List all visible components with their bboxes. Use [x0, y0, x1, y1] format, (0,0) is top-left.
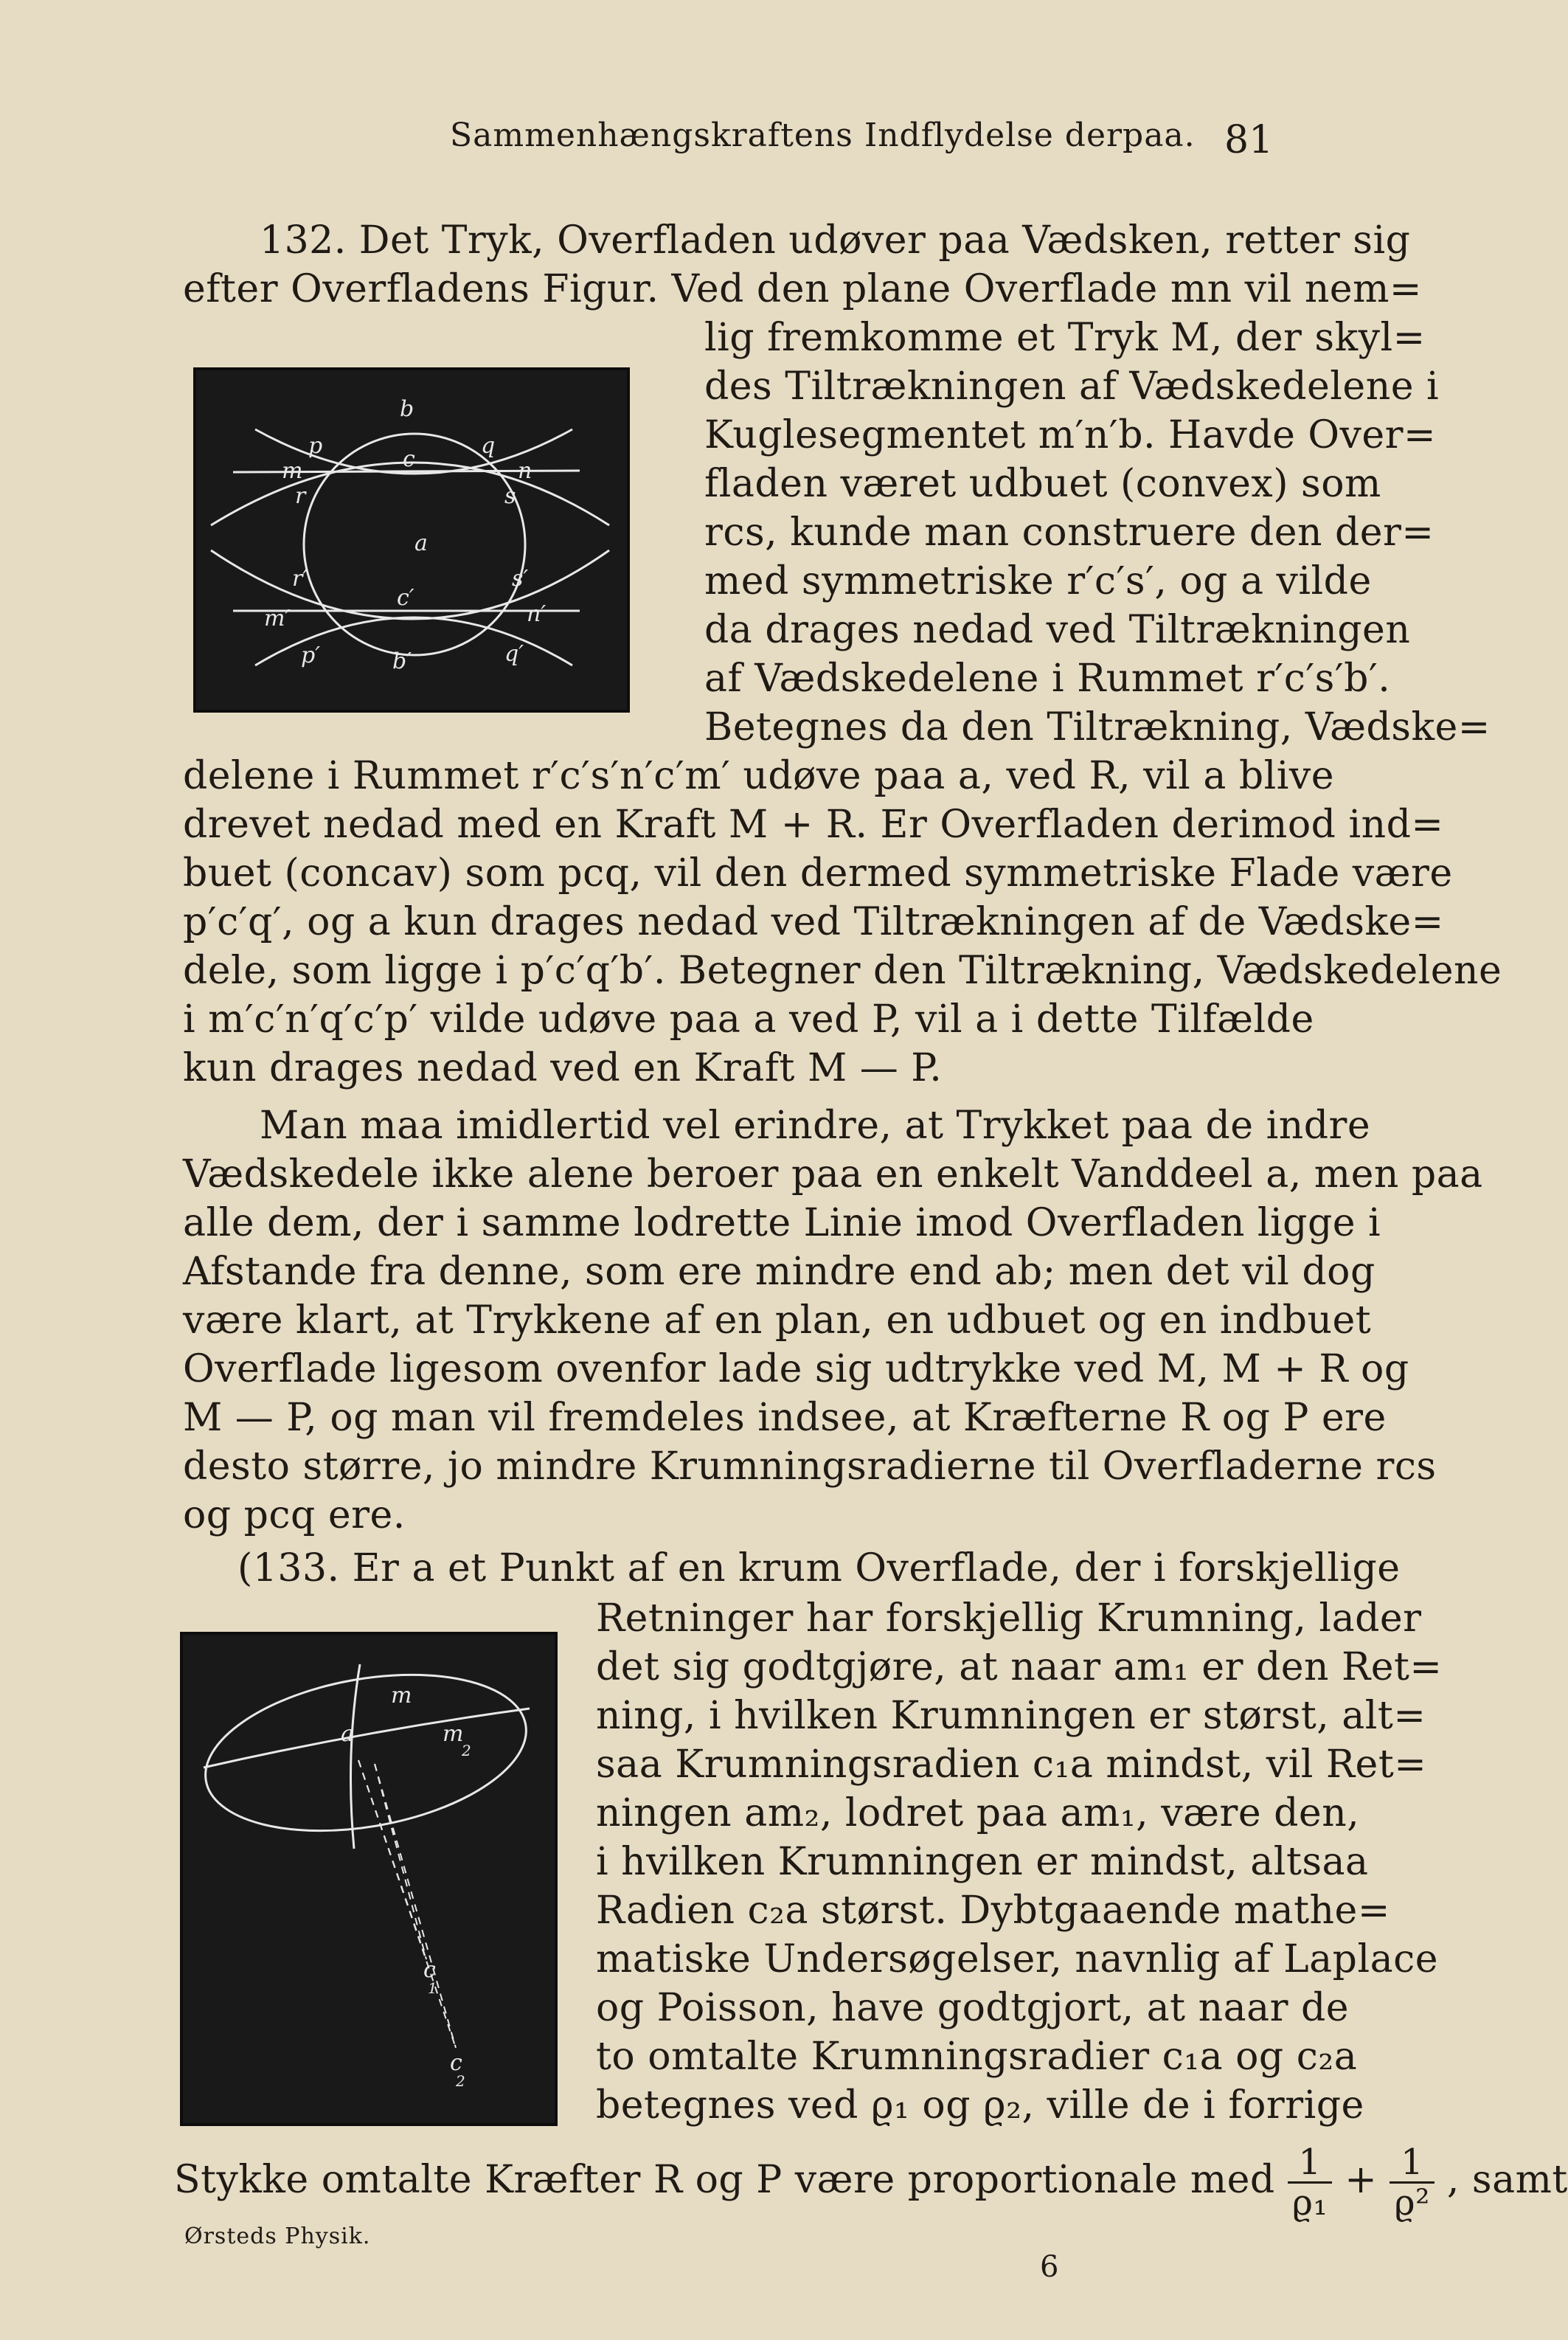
- fig2-label: m: [443, 1721, 464, 1747]
- page-number: 81: [1224, 118, 1274, 162]
- text-line: Man maa imidlertid vel erindre, at Trykket paa de indre: [260, 1104, 1371, 1148]
- fraction-1: [1288, 2143, 1332, 2222]
- text-line: saa Krumningsradien c₁a mindst, vil Ret=: [596, 1742, 1427, 1787]
- plus-sign: +: [1345, 2158, 1378, 2202]
- text-line: des Tiltrækningen af Vædskedelene i: [704, 364, 1440, 409]
- text-line: p′c′q′, og a kun drages nedad ved Tiltrækningen af de Vædske=: [183, 900, 1444, 944]
- text-line: med symmetriske r′c′s′, og a vilde: [704, 559, 1372, 603]
- fig1-label: m′: [264, 606, 291, 631]
- fraction-denominator: ϱ²: [1394, 2182, 1430, 2223]
- fig1-label: n: [518, 458, 533, 484]
- text-line: alle dem, der i samme lodrette Linie imod Overfladen ligge i: [183, 1201, 1381, 1245]
- fraction-denominator: ϱ₁: [1291, 2182, 1328, 2223]
- text-line: dele, som ligge i p′c′q′b′. Betegner den Tiltrækning, Vædskedelene: [183, 949, 1502, 993]
- fig1-label: q′: [504, 641, 524, 667]
- fig2-label: m: [391, 1683, 412, 1709]
- text-line: matiske Undersøgelser, navnlig af Laplace: [596, 1937, 1438, 1981]
- text-line: i m′c′n′q′c′p′ vilde udøve paa a ved P, vil a i dette Tilfælde: [183, 997, 1314, 1042]
- fig1-label: c: [403, 446, 415, 472]
- text-line: af Vædskedelene i Rummet r′c′s′b′.: [704, 657, 1391, 701]
- fig2-label: 2: [456, 2072, 465, 2090]
- fig1-label: n′: [527, 601, 547, 627]
- fig2-label: 1: [428, 1979, 437, 1997]
- figure-circle-diagram: [193, 367, 630, 713]
- fig1-label: b′: [392, 648, 412, 674]
- text-line: og pcq ere.: [183, 1493, 406, 1537]
- fraction-numerator: 1: [1288, 2143, 1332, 2184]
- fig1-label: s′: [512, 566, 529, 592]
- text-line: betegnes ved ϱ₁ og ϱ₂, ville de i forrige: [596, 2083, 1364, 2128]
- text-line: da drages nedad ved Tiltrækningen: [704, 608, 1411, 652]
- text-fragment: , samt: [1446, 2158, 1568, 2202]
- text-line: delene i Rummet r′c′s′n′c′m′ udøve paa a, ved R, vil a blive: [183, 754, 1335, 798]
- text-line: M — P, og man vil fremdeles indsee, at Kræfterne R og P ere: [183, 1396, 1387, 1440]
- fig1-label: m: [282, 458, 303, 484]
- fig1-label: p: [308, 433, 323, 459]
- fig1-label: a: [414, 530, 428, 556]
- text-line: (133. Er a et Punkt af en krum Overflade, der i forskjellige: [237, 1546, 1401, 1590]
- figure-ellipse-diagram: [180, 1632, 558, 2126]
- text-line: ning, i hvilken Krumningen er størst, alt=: [596, 1694, 1426, 1738]
- fig2-label: a: [341, 1721, 354, 1747]
- text-line: desto større, jo mindre Krumningsradierne til Overfladerne rcs: [183, 1444, 1437, 1489]
- text-line: to omtalte Krumningsradier c₁a og c₂a: [596, 2035, 1358, 2079]
- text-line: Kuglesegmentet m′n′b. Havde Over=: [704, 413, 1437, 457]
- text-line: Retninger har forskjellig Krumning, lader: [596, 1596, 1422, 1641]
- fig2-label: 2: [462, 1742, 471, 1759]
- fig1-label: p′: [301, 643, 321, 668]
- text-line: Vædskedele ikke alene beroer paa en enkelt Vanddeel a, men paa: [183, 1152, 1483, 1197]
- text-line: Overflade ligesom ovenfor lade sig udtrykke ved M, M + R og: [183, 1347, 1409, 1391]
- text-line: efter Overfladens Figur. Ved den plane Overflade mn vil nem=: [183, 267, 1422, 311]
- text-line: 132. Det Tryk, Overfladen udøver paa Vædsken, retter sig: [260, 218, 1411, 263]
- fig1-label: r: [295, 483, 306, 509]
- text-line: buet (concav) som pcq, vil den dermed symmetriske Flade være: [183, 851, 1453, 896]
- fig1-label: q: [481, 433, 496, 459]
- ellipse-diagram-svg: [183, 1635, 555, 2123]
- fig1-label: c′: [397, 585, 414, 611]
- text-line: Radien c₂a størst. Dybtgaaende mathe=: [596, 1889, 1390, 1933]
- text-fragment: Stykke omtalte Kræfter R og P være proportionale med: [174, 2158, 1275, 2202]
- text-line: og Poisson, have godtgjort, at naar de: [596, 1986, 1350, 2030]
- text-line: Afstande fra denne, som ere mindre end ab; men det vil dog: [183, 1250, 1376, 1294]
- text-line: det sig godtgjøre, at naar am₁ er den Ret=: [596, 1645, 1443, 1689]
- text-line: være klart, at Trykkene af en plan, en udbuet og en indbuet: [183, 1298, 1372, 1343]
- text-line: drevet nedad med en Kraft M + R. Er Overfladen derimod ind=: [183, 803, 1444, 847]
- text-line: rcs, kunde man construere den der=: [704, 510, 1435, 555]
- footer-book-title: Ørsteds Physik.: [184, 2223, 371, 2249]
- text-line: kun drages nedad ved en Kraft M — P.: [183, 1046, 943, 1090]
- fraction-numerator: 1: [1390, 2143, 1434, 2184]
- text-line: i hvilken Krumningen er mindst, altsaa: [596, 1840, 1369, 1884]
- running-head: Sammenhængskraftens Indflydelse derpaa.: [450, 117, 1196, 154]
- fig2-label: c: [450, 2050, 462, 2076]
- fig1-label: s: [504, 483, 516, 509]
- text-line: Betegnes da den Tiltrækning, Vædske=: [704, 705, 1491, 750]
- text-line: fladen været udbuet (convex) som: [704, 462, 1381, 506]
- text-line-with-fractions: [174, 2139, 1568, 2222]
- signature-mark: 6: [1040, 2250, 1059, 2284]
- fig1-label: b: [400, 396, 414, 422]
- circle-diagram-svg: [196, 370, 627, 710]
- text-line: ningen am₂, lodret paa am₁, være den,: [596, 1791, 1360, 1835]
- text-line: lig fremkomme et Tryk M, der skyl=: [704, 316, 1426, 360]
- fig1-label: r′: [292, 566, 308, 592]
- fraction-2: [1390, 2143, 1434, 2222]
- fig2-label: c: [423, 1957, 436, 1983]
